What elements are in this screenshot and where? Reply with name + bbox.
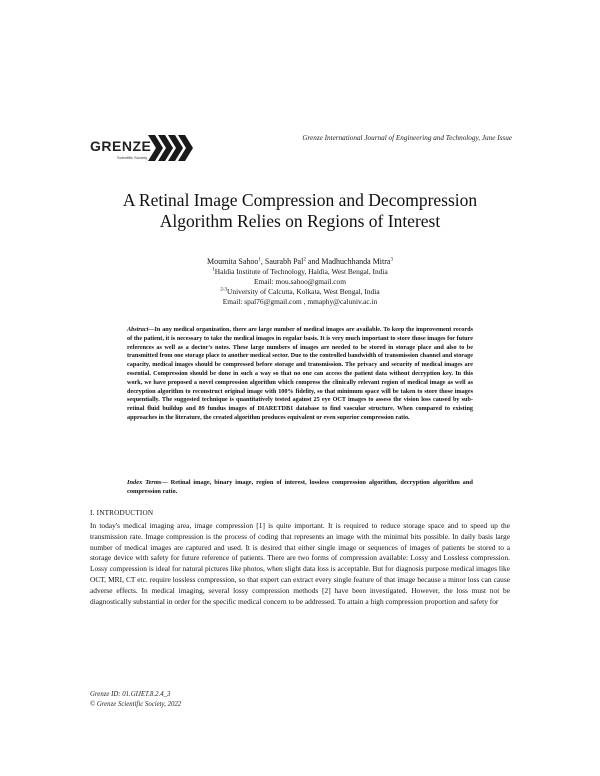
author-3: Madhuchhanda Mitra xyxy=(321,257,391,266)
journal-name: Grenze International Journal of Engineering and Technology, June Issue xyxy=(302,134,512,142)
author-3-sup: 3 xyxy=(390,257,393,263)
author-2-sup: 2 xyxy=(303,257,306,263)
section-heading xyxy=(90,509,153,517)
author-1: Moumita Sahoo xyxy=(207,257,259,266)
author-block xyxy=(0,257,600,307)
email-1: Email: mou.sahoo@gmail.com xyxy=(254,277,346,286)
copyright: © Grenze Scientific Society, 2022 xyxy=(90,700,182,708)
page-footer xyxy=(90,690,181,709)
author-sep-1: , xyxy=(260,257,265,266)
paper-title xyxy=(0,190,600,232)
chevrons-logo-icon xyxy=(148,133,194,163)
grenze-logo xyxy=(90,132,194,168)
affiliation-1-sup: 1 xyxy=(212,267,215,273)
affiliation-2-sup: 2-3 xyxy=(220,287,228,293)
section-number: I. xyxy=(90,509,97,517)
affiliation-1-text: Haldia Institute of Technology, Haldia, West Bengal, India xyxy=(214,267,388,276)
introduction-paragraph: In today's medical imaging area, image compression [1] is quite important. It is required to reduce storage space and to speed up the transmission rate. Image compression is the process of coding that represents an image with the minimal bits possible. In daily basis large number of medical images are captured and used. It is desired that either single image or sequences of images of patients be stored to a storage device with safety for future reference of patients. There are two forms of compression available: Lossy and Lossless compression. Lossy compression is ideal for natural pictures like photos, when slight data loss is acceptable. But for diagnosis purpose medical images like OCT, MRI, CT etc. require lossless compression, so that expert can extract every single feature of that image because a minor loss can cause adverse effects. In medical imaging, several lossy compression methods [2] have been investigated. However, the loss must not be diagnostically substantial in order for the specific medical concern to be addressed. To attain a high compression proportion and safety for xyxy=(90,521,510,606)
author-sep-2: and xyxy=(305,257,322,266)
title-line-2: Algorithm Relies on Regions of Interest xyxy=(159,211,441,231)
affiliation-1 xyxy=(0,267,600,277)
logo-wordmark: GRENZE xyxy=(90,138,152,154)
abstract-label: Abstract xyxy=(127,326,149,333)
index-terms-text: — Retinal image, binary image, region of interest, lossless compression algorithm, decryption algorithm and compression ratio. xyxy=(127,479,473,495)
title-line-1: A Retinal Image Compression and Decompression xyxy=(122,190,478,210)
index-terms-label: Index Terms xyxy=(127,479,162,486)
abstract xyxy=(127,326,473,423)
section-title-rest: NTRODUCTION xyxy=(99,509,154,517)
author-1-sup: 1 xyxy=(258,257,261,263)
logo-tagline: Scientific Society xyxy=(117,155,148,160)
grenze-id: Grenze ID: 01.GIJET.8.2.4_3 xyxy=(90,691,171,698)
author-names xyxy=(0,257,600,267)
email-2: Email: spal76@gmail.com , mmaphy@caluniv.ac.in xyxy=(222,297,378,306)
author-2: Saurabh Pal xyxy=(264,257,304,266)
affiliation-2-text: University of Calcutta, Kolkata, West Bengal, India xyxy=(227,287,380,296)
index-terms xyxy=(127,478,473,496)
abstract-text: —In any medical organization, there are large number of medical images are available. To keep the improvement records of the patient, it is necessary to take the medical images in regular basis. It is very much important to store those images for future references as well as a doctor's notes. These large numbers of images are needed to be stored in storage place and also to be transmitted from one storage place to another medical sector. Due to the controlled bandwidth of transmission channel and storage capacity, medical images should be compressed before storage and transmission. The privacy and security of medical images are essential. Compression should be done in such a way so that no one can access the patient data without decryption key. In this work, we have proposed a novel compression algorithm which compress the clinically relevant region of medical image as well as decryption algorithm to reconstruct original image with 100% fidelity, so that minimum space will be taken to store those images sequentially. The suggested technique is quantitatively tested against 25 eye OCT images to assess the vision loss caused by sub-retinal fluid buildup and 89 fundus images of DIARETDB1 database to find vascular structure. When compared to existing approaches in the literature, the created algorithm produces equivalent or even superior compression ratio. xyxy=(127,326,473,421)
affiliation-2 xyxy=(0,287,600,297)
section-first-letter: I xyxy=(96,509,100,517)
